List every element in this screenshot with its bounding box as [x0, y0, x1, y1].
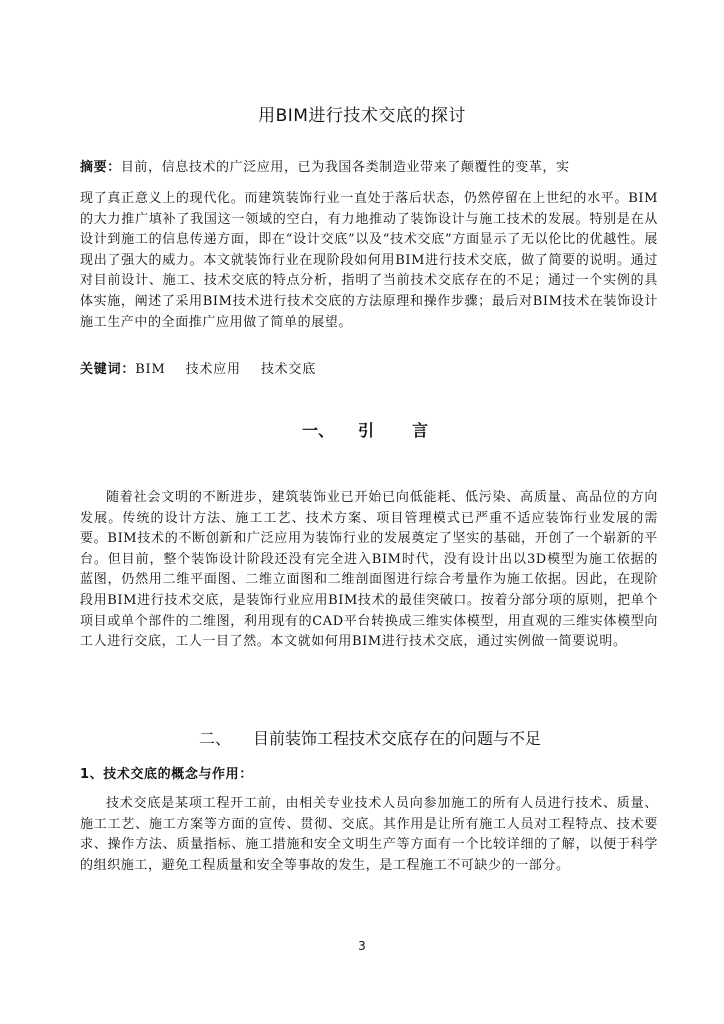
abstract-label: 摘要： [80, 160, 121, 175]
abstract-first-line [80, 155, 658, 181]
subsection-heading: 1、技术交底的概念与作用： [80, 767, 253, 782]
keyword-item: 技术交底 [260, 362, 317, 377]
abstract-first-text: 目前，信息技术的广泛应用，已为我国各类制造业带来了颠覆性的变革，实 [120, 160, 570, 175]
keyword-item: BIM [135, 362, 166, 377]
section-2-heading [0, 728, 724, 750]
page-number: 3 [358, 939, 366, 953]
section-1-title-char: 言 [412, 421, 429, 440]
document-title: 用BIM进行技术交底的探讨 [258, 106, 466, 126]
abstract-body: 现了真正意义上的现代化。而建筑装饰行业一直处于落后状态，仍然停留在上世纪的水平。BIM的大力推广填补了我国这一领域的空白，有力地推动了装饰设计与施工技术的发展。特别是在从设计到施工的信息传递方面，即在“设计交底”以及“技术交底”方面显示了无以伦比的优越性。展现出了强大的威力。本文就装饰行业在现阶段如何用BIM进行技术交底，做了简要的说明。通过对目前设计、施工、技术交底的特点分析，指明了当前技术交底存在的不足；通过一个实例的具体实施，阐述了采用BIM技术进行技术交底的方法原理和操作步骤；最后对BIM技术在装饰设计施工生产中的全面推广应用做了简单的展望。 [80, 191, 658, 330]
keywords-label: 关键词： [80, 362, 136, 377]
concept-paragraph: 技术交底是某项工程开工前，由相关专业技术人员向参加施工的所有人员进行技术、质量、施工工艺、施工方案等方面的宣传、贯彻、交底。其作用是让所有施工人员对工程特点、技术要求、操作方法、质量指标、施工措施和安全文明生产等方面有一个比较详细的了解，以便于科学的组织施工，避免工程质量和安全等事故的发生，是工程施工不可缺少的一部分。 [80, 796, 658, 873]
section-2-title: 目前装饰工程技术交底存在的问题与不足 [253, 729, 542, 748]
keyword-item: 技术应用 [185, 362, 241, 377]
section-1-title-char: 引 [357, 421, 374, 440]
section-1-heading [0, 420, 724, 442]
keywords-line [80, 360, 658, 381]
abstract-section [80, 155, 658, 333]
introduction-paragraph: 随着社会文明的不断进步，建筑装饰业已开始已向低能耗、低污染、高质量、高品位的方向发展。传统的设计方法、施工工艺、技术方案、项目管理模式已严重不适应装饰行业发展的需要。BIM技术的不断创新和广泛应用为装饰行业的发展奠定了坚实的基础，开创了一个崭新的平台。但目前，整个装饰设计阶段还没有完全进入BIM时代，没有设计出以3D模型为施工依据的蓝图，仍然用二维平面图、二维立面图和二维剖面图进行综合考量作为施工依据。因此，在现阶段用BIM进行技术交底，是装饰行业应用BIM技术的最佳突破口。按着分部分项的原则，把单个项目或单个部件的二维图，利用现有的CAD平台转换成三维实体模型，用直观的三维实体模型向工人进行交底，工人一目了然。本文就如何用BIM进行技术交底，通过实例做一简要说明。 [80, 490, 658, 650]
section-2-number: 二、 [198, 729, 231, 748]
section-1-number: 一、 [301, 421, 334, 440]
